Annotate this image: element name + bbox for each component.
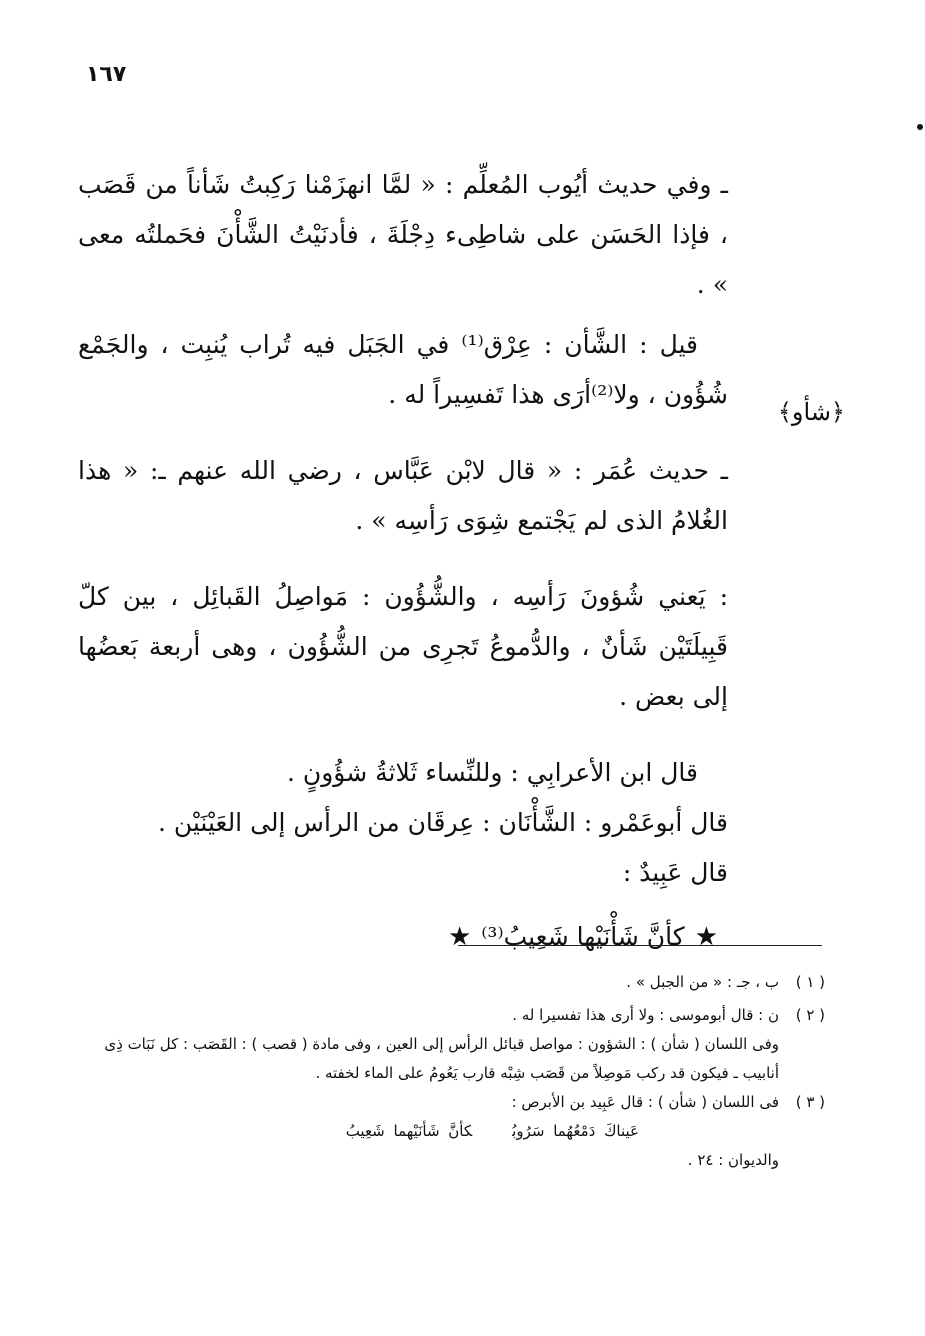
lemma-heading: ﴿شأو﴾ xyxy=(777,398,845,426)
main-text xyxy=(78,160,728,987)
footnote-separator xyxy=(458,945,822,946)
footnote-text: ب ، جـ : « من الجبل » . xyxy=(626,973,779,991)
paragraph-ubayd: قال عَبِيدٌ : xyxy=(622,858,728,887)
verse-hemistich-2: كأنَّ شَأنَيْهما شَعِيبُ xyxy=(345,1122,473,1140)
verse-hemistich-1: عَيناكَ دَمْعُهُما سَرُوبُ xyxy=(512,1122,639,1140)
footnote-number: ( ٣ ) xyxy=(795,1093,825,1111)
verse-text: كأنَّ شَأْنَيْها شَعِيبُ⁽³⁾ xyxy=(481,922,685,951)
footnote-verse xyxy=(70,1117,639,1146)
footnote-text: والديوان : ٢٤ . xyxy=(687,1151,779,1169)
margin-dot xyxy=(917,124,923,130)
page-number: ١٦٧ xyxy=(86,62,127,87)
footnote-2 xyxy=(70,1001,825,1030)
paragraph-definition: قيل : الشَّأن : عِرْق⁽¹⁾ في الجَبَل فيه تُراب يُنبِت ، والجَمْع شُؤُون ، ولا⁽²⁾أرَى هذا تَفسِيراً له . xyxy=(78,330,728,409)
paragraph-umar-hadith: ـ حديث عُمَر : « قال لابْن عَبَّاس ، رضي الله عنهم ـ: « هذا الغُلامُ الذى لم يَجْتمع شِوَى رَأسِه » . xyxy=(78,456,728,535)
paragraph-abu-amr: قال أبوعَمْرو : الشَّأْنَان : عِرقَان من الرأس إلى العَيْنَيْن . xyxy=(157,808,728,837)
paragraph-shuun-explanation: : يَعني شُؤونَ رَأسِه ، والشُّؤُون : مَواصِلُ القَبائِل ، بين كلّ قَبِيلَتَيْن شَأنٌ ، والدُّموعُ تَجرِى من الشُّؤُون ، وهى أربعة بَعضُها إلى بعض . xyxy=(78,582,728,711)
footnote-3 xyxy=(70,1088,825,1175)
footnote-number: ( ٢ ) xyxy=(795,1006,825,1024)
star-icon: ★ xyxy=(694,922,718,952)
star-icon: ★ xyxy=(447,922,472,952)
footnote-text: وفى اللسان ( شأن ) : الشؤون : مواصل قبائل الرأس إلى العين ، وفى مادة ( قصب ) : القَصَب : كل نَبَات ذِى أنابيب ـ فيكون قد ركب مَوصِلاً من قَصَب شِبْه قارب يَعُومُ على الماء لخفته . xyxy=(104,1035,779,1082)
footnote-text: فى اللسان ( شأن ) : قال عَبِيد بن الأبرص : xyxy=(511,1093,779,1111)
verse-line xyxy=(78,912,728,962)
paragraph-ayyub: ـ وفي حديث أيُوب المُعلِّم : « لمَّا انهزَمْنا رَكِبتُ شَأناً من قَصَب ، فإذا الحَسَن على شاطِىء دِجْلَةَ ، فأدنَيْتُ الشَّأْنَ فحَملتُه معى » . xyxy=(78,170,728,299)
footnote-1 xyxy=(70,968,825,997)
paragraph-ibn-arabi: قال ابن الأعرابِي : وللنِّساء ثَلاثةُ شؤُونٍ . xyxy=(286,758,698,787)
footnotes xyxy=(70,968,825,1175)
footnote-number: ( ١ ) xyxy=(795,973,825,991)
footnote-text: ن : قال أبوموسى : ولا أرى هذا تفسيرا له . xyxy=(512,1006,779,1024)
